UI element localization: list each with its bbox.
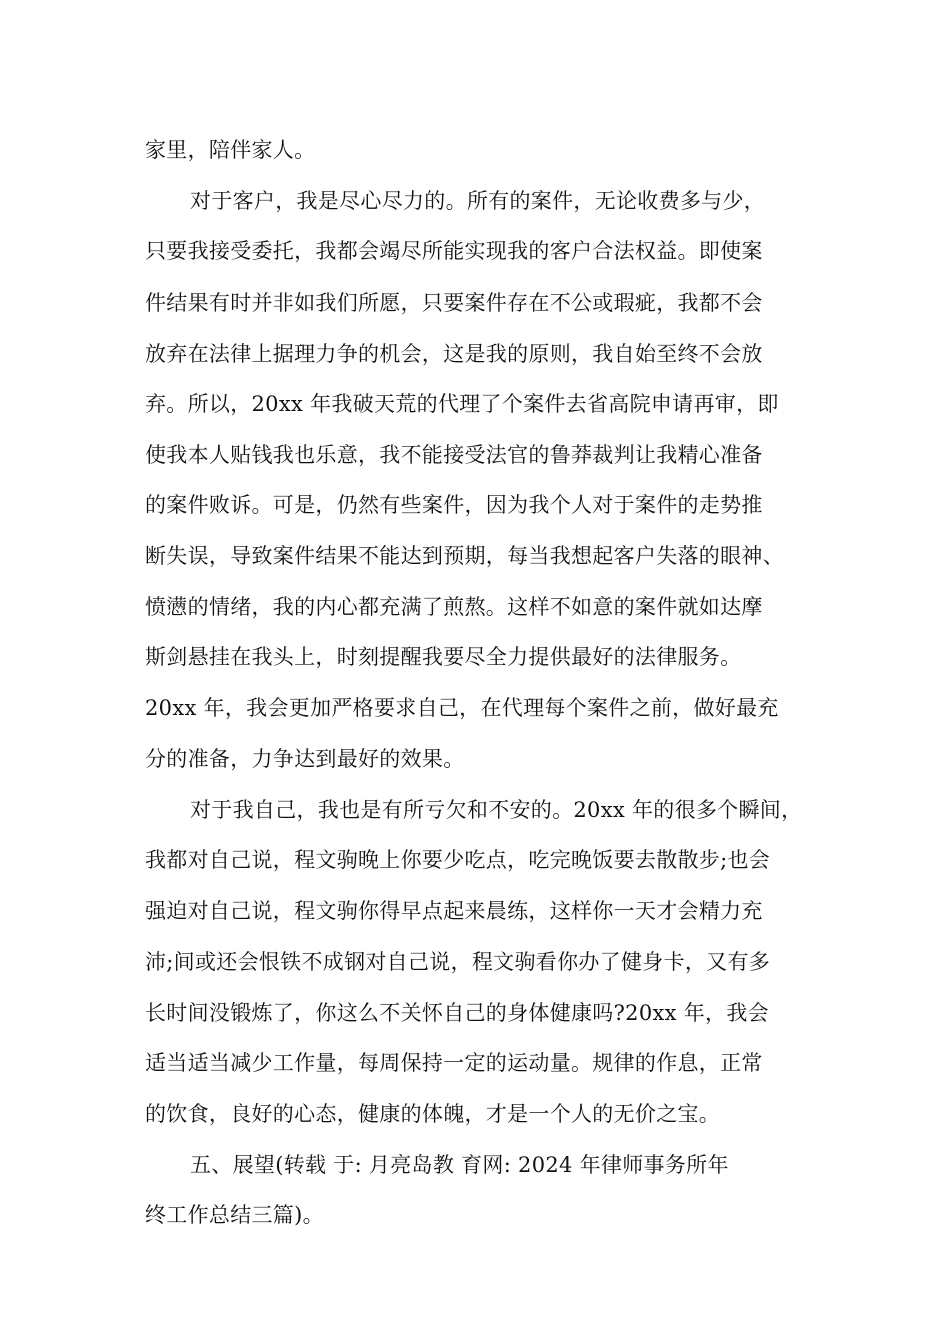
text-line: 终工作总结三篇)。	[145, 1203, 324, 1227]
text-line: 只要我接受委托，我都会竭尽所能实现我的客户合法权益。即使案	[145, 239, 763, 263]
text-line: 的饮食，良好的心态，健康的体魄，才是一个人的无价之宝。	[145, 1102, 721, 1126]
text-line: 长时间没锻炼了，你这么不关怀自己的身体健康吗?20xx 年，我会	[145, 1001, 769, 1025]
text-line: 断失误，导致案件结果不能达到预期，每当我想起客户失落的眼神、	[145, 544, 784, 568]
text-line: 强迫对自己说，程文驹你得早点起来晨练，这样你一天才会精力充	[145, 899, 763, 923]
text-line: 适当适当减少工作量，每周保持一定的运动量。规律的作息，正常	[145, 1051, 763, 1075]
text-line: 家里，陪伴家人。	[145, 138, 316, 162]
text-line: 斯剑悬挂在我头上，时刻提醒我要尽全力提供最好的法律服务。	[145, 645, 742, 669]
text-line: 放弃在法律上据理力争的机会，这是我的原则，我自始至终不会放	[145, 342, 763, 366]
text-line: 20xx 年，我会更加严格要求自己，在代理每个案件之前，做好最充	[145, 696, 779, 720]
text-line: 沛;间或还会恨铁不成钢对自己说，程文驹看你办了健身卡，又有多	[145, 950, 771, 974]
text-line: 的案件败诉。可是，仍然有些案件，因为我个人对于案件的走势推	[145, 493, 763, 517]
paragraph-first-line: 对于客户，我是尽心尽力的。所有的案件，无论收费多与少，	[190, 189, 766, 213]
text-line: 件结果有时并非如我们所愿，只要案件存在不公或瑕疵，我都不会	[145, 291, 763, 315]
text-line: 愤懑的情绪，我的内心都充满了煎熬。这样不如意的案件就如达摩	[145, 595, 763, 619]
text-line: 分的准备，力争达到最好的效果。	[145, 747, 465, 771]
section-heading-line: 五、展望(转载 于: 月亮岛教 育网: 2024 年律师事务所年	[190, 1153, 729, 1177]
text-line: 我都对自己说，程文驹晚上你要少吃点，吃完晚饭要去散散步;也会	[145, 848, 771, 872]
paragraph-first-line: 对于我自己，我也是有所亏欠和不安的。20xx 年的很多个瞬间，	[190, 798, 803, 822]
text-line: 弃。所以，20xx 年我破天荒的代理了个案件去省高院申请再审，即	[145, 392, 779, 416]
text-line: 使我本人贴钱我也乐意，我不能接受法官的鲁莽裁判让我精心准备	[145, 443, 763, 467]
